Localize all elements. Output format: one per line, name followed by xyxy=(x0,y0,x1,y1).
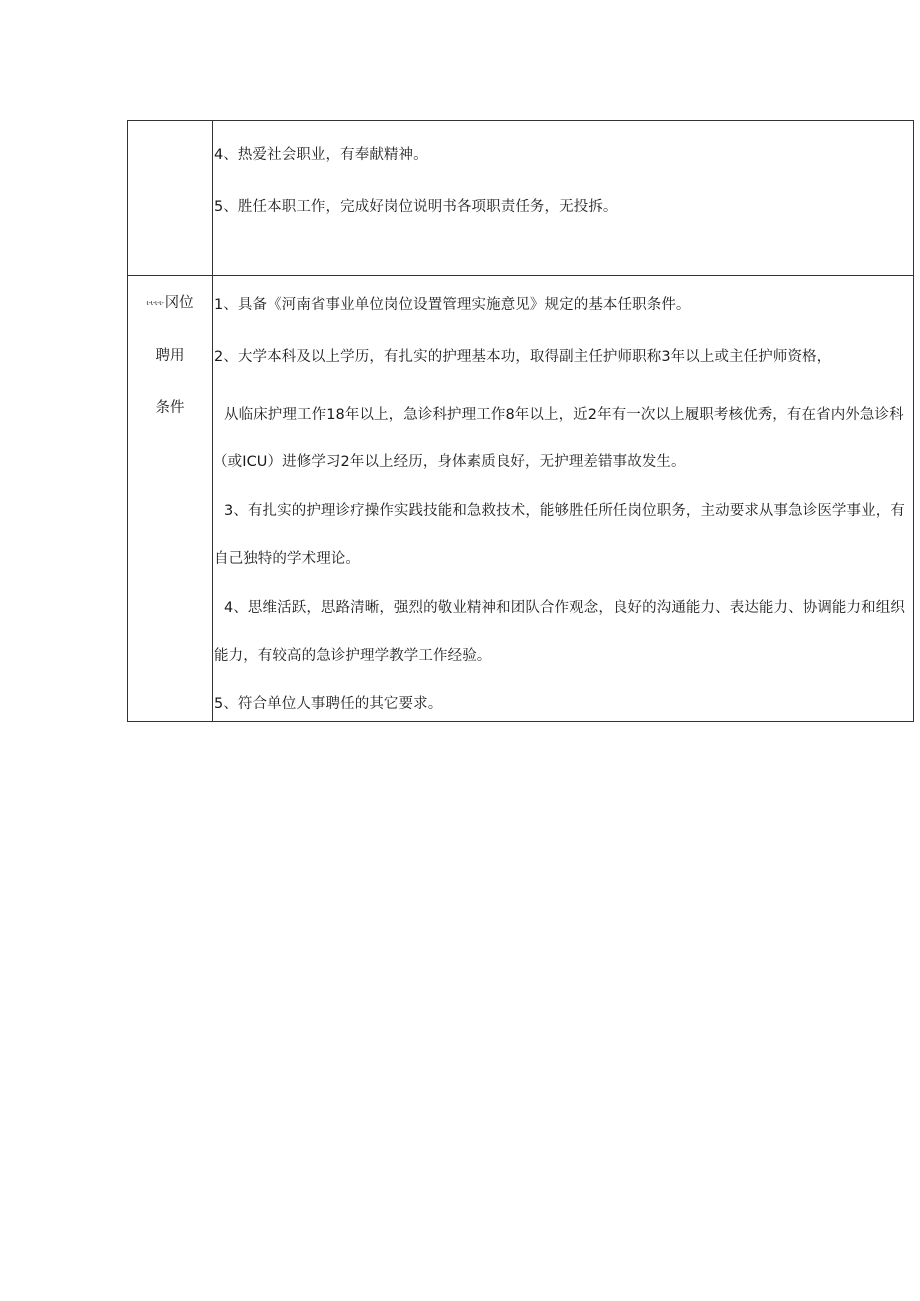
row-label-line xyxy=(128,293,212,313)
row-content-cell xyxy=(213,276,914,722)
row-label-cell xyxy=(128,121,213,276)
row-label-cell xyxy=(128,276,213,722)
row-label-line: 条件 xyxy=(155,400,185,416)
requirement-line: 能力，有较高的急诊护理学教学工作经验。 xyxy=(214,648,492,664)
table-row xyxy=(128,121,914,276)
label-text: 冈位 xyxy=(164,295,194,311)
requirement-line: 自己独特的学术理论。 xyxy=(214,551,360,567)
requirement-line: 2、大学本科及以上学历，有扎实的护理基本功，取得副主任护师职称3年以上或主任护师资格， xyxy=(214,349,832,365)
requirement-line: 从临床护理工作18年以上，急诊科护理工作8年以上，近2年有一次以上履职考核优秀，有在省内外急诊科 xyxy=(224,407,904,423)
table-row xyxy=(128,276,914,722)
requirement-line: 1、具备《河南省事业单位岗位设置管理实施意见》规定的基本任职条件。 xyxy=(214,297,691,313)
label-prefix: ι-ι-ι-ι- xyxy=(146,299,164,307)
requirement-line: 3、有扎实的护理诊疗操作实践技能和急救技术，能够胜任所任岗位职务，主动要求从事急诊医学事业，有 xyxy=(224,503,905,519)
requirements-table xyxy=(127,120,914,722)
requirement-line: （或ICU）进修学习2年以上经历，身体素质良好，无护理差错事故发生。 xyxy=(213,454,686,470)
requirement-line: 5、胜任本职工作，完成好岗位说明书各项职责任务，无投拆。 xyxy=(214,199,618,215)
requirement-line: 4、热爱社会职业，有奉献精神。 xyxy=(214,147,428,163)
row-content-cell xyxy=(213,121,914,276)
requirement-line: 5、符合单位人事聘任的其它要求。 xyxy=(214,696,443,712)
requirement-line: 4、思维活跃，思路清晰，强烈的敬业精神和团队合作观念，良好的沟通能力、表达能力、协调能力和组织 xyxy=(224,600,905,616)
row-label-line: 聘用 xyxy=(155,348,185,364)
